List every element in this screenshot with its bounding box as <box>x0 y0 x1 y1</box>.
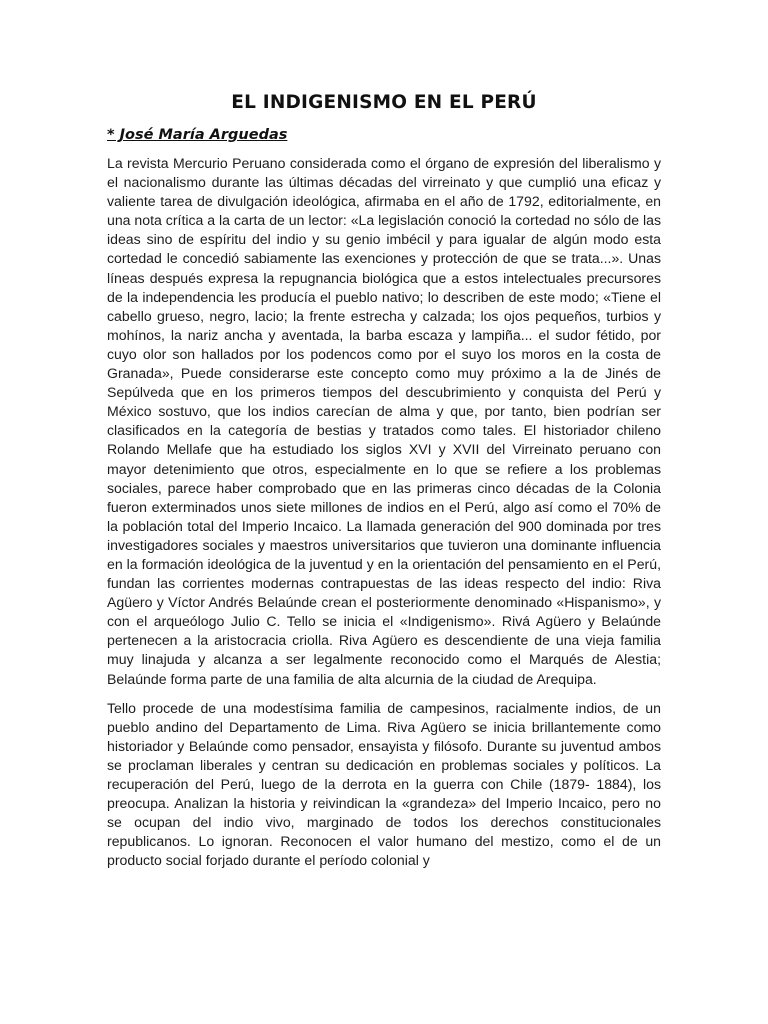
paragraph-2: Tello procede de una modestísima familia de campesinos, racialmente indios, de un pueblo andino del Departamento de Lima. Riva Agüero se inicia brillantemente como historiador y Belaúnde como pensador, ensayista y filósofo. Durante su juventud ambos se proclaman liberales y centran su dedicación en problemas sociales y políticos. La recuperación del Perú, luego de la derrota en la guerra con Chile (1879- 1884), los preocupa. Analizan la historia y reivindican la «grandeza» del Imperio Incaico, pero no se ocupan del indio vivo, marginado de todos los derechos constitucionales republicanos. Lo ignoran. Reconocen el valor humano del mestizo, como el de un producto social forjado durante el período colonial y <box>107 699 661 869</box>
paragraph-1: La revista Mercurio Peruano considerada como el órgano de expresión del liberalismo y el nacionalismo durante las últimas décadas del virreinato y que cumplió una eficaz y valiente tarea de divulgación ideológica, afirmaba en el año de 1792, editorialmente, en una nota crítica a la carta de un lector: «La legislación conoció la cortedad no sólo de las ideas sino de espíritu del indio y su genio imbécil y para igualar de algún modo esta cortedad le concedió sabiamente las exenciones y protección de que se trata...». Unas líneas después expresa la repugnancia biológica que a estos intelectuales precursores de la independencia les producía el pueblo nativo; lo describen de este modo; «Tiene el cabello grueso, negro, lacio; la frente estrecha y calzada; los ojos pequeños, turbios y mohínos, la nariz ancha y aventada, la barba escaza y lampiña... el sudor fétido, por cuyo olor son hallados por los podencos como por el suyo los moros en la costa de Granada», Puede considerarse este concepto como muy próximo a la de Jinés de Sepúlveda que en los primeros tiempos del descubrimiento y conquista del Perú y México sostuvo, que los indios carecían de alma y que, por tanto, bien podrían ser clasificados en la categoría de bestias y tratados como tales. El historiador chileno Rolando Mellafe que ha estudiado los siglos XVI y XVII del Virreinato peruano con mayor detenimiento que otros, especialmente en lo que se refiere a los problemas sociales, parece haber comprobado que en las primeras cinco décadas de la Colonia fueron exterminados unos siete millones de indios en el Perú, algo así como el 70% de la población total del Imperio Incaico. La llamada generación del 900 dominada por tres investigadores sociales y maestros universitarios que tuvieron una dominante influencia en la formación ideológica de la juventud y en la orientación del pensamiento en el Perú, fundan las corrientes modernas contrapuestas de las ideas respecto del indio: Riva Agüero y Víctor Andrés Belaúnde crean el posteriormente denominado «Hispanismo», y con el arqueólogo Julio C. Tello se inicia el «Indigenismo». Rivá Agüero y Belaúnde pertenecen a la aristocracia criolla. Riva Agüero es descendiente de una vieja familia muy linajuda y alcanza a ser legalmente reconocido como el Marqués de Alestia; Belaúnde forma parte de una familia de alta alcurnia de la ciudad de Arequipa. <box>107 155 661 687</box>
author-line: * José María Arguedas <box>107 127 288 143</box>
document-page <box>107 92 661 880</box>
document-title: EL INDIGENISMO EN EL PERÚ <box>231 92 537 113</box>
